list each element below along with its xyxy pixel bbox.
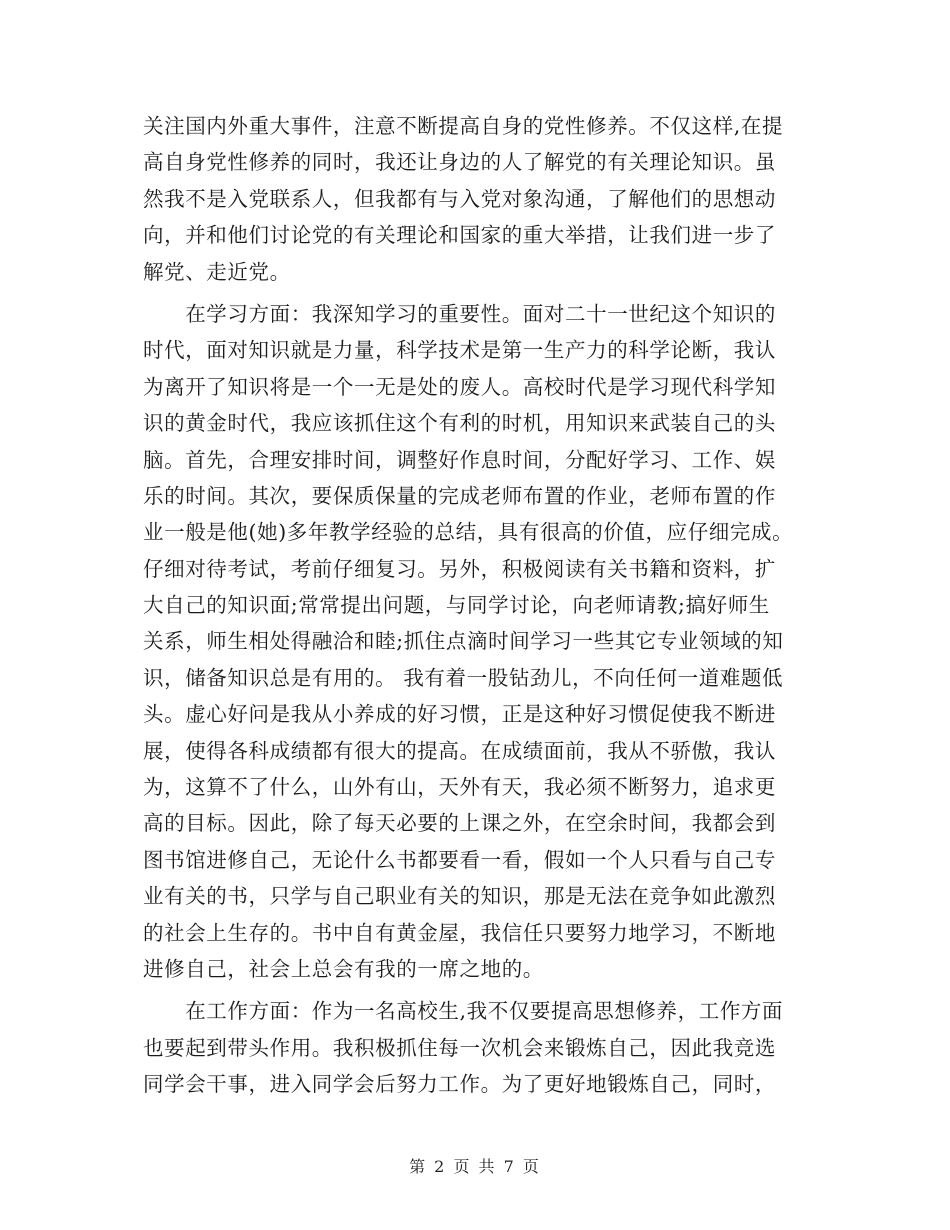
text-line: 脑。首先，合理安排时间，调整好作息时间，分配好学习、工作、娱 [143, 447, 776, 472]
text-line: 解党、走近党。 [143, 259, 291, 284]
text-line: 业有关的书，只学与自己职业有关的知识，那是无法在竞争如此激烈 [143, 884, 776, 909]
text-line: 仔细对待考试，考前仔细复习。另外，积极阅读有关书籍和资料，扩 [143, 556, 776, 581]
text-line: 的社会上生存的。书中自有黄金屋，我信任只要努力地学习，不断地 [143, 920, 776, 945]
text-line: 乐的时间。其次，要保质保量的完成老师布置的作业，老师布置的作 [143, 483, 776, 508]
paragraph [143, 108, 813, 290]
text-line: 高自身党性修养的同时，我还让身边的人了解党的有关理论知识。虽 [143, 150, 776, 175]
text-line: 图书馆进修自己，无论什么书都要看一看，假如一个人只看与自己专 [143, 847, 776, 872]
text-line: 业一般是他(她)多年教学经验的总结，具有很高的价值，应仔细完成。 [143, 520, 794, 545]
page-footer: 第 2 页 共 7 页 [409, 1157, 541, 1176]
paragraph [143, 993, 813, 1102]
text-line: 在学习方面：我深知学习的重要性。面对二十一世纪这个知识的 [143, 301, 776, 326]
text-line: 然我不是入党联系人，但我都有与入党对象沟通，了解他们的思想动 [143, 186, 776, 211]
text-line: 也要起到带头作用。我积极抓住每一次机会来锻炼自己，因此我竞选 [143, 1035, 776, 1060]
text-line: 进修自己，社会上总会有我的一席之地的。 [143, 956, 544, 981]
document-body [143, 108, 813, 1103]
text-line: 为，这算不了什么，山外有山，天外有天，我必须不断努力，追求更 [143, 775, 776, 800]
text-line: 识的黄金时代，我应该抓住这个有利的时机，用知识来武装自己的头 [143, 411, 776, 436]
text-line: 头。虚心好问是我从小养成的好习惯，正是这种好习惯促使我不断进 [143, 702, 776, 727]
text-line: 时代，面对知识就是力量，科学技术是第一生产力的科学论断，我认 [143, 338, 776, 363]
text-line: 高的目标。因此，除了每天必要的上课之外，在空余时间，我都会到 [143, 811, 776, 836]
text-line: 识，储备知识总是有用的。 我有着一股钻劲儿，不向任何一道难题低 [143, 665, 784, 690]
text-line: 大自己的知识面;常常提出问题，与同学讨论，向老师请教;搞好师生 [143, 593, 770, 618]
text-line: 为离开了知识将是一个一无是处的废人。高校时代是学习现代科学知 [143, 374, 776, 399]
paragraph [143, 296, 813, 987]
text-line: 在工作方面：作为一名高校生,我不仅要提高思想修养，工作方面 [143, 999, 784, 1024]
text-line: 展，使得各科成绩都有很大的提高。在成绩面前，我从不骄傲，我认 [143, 738, 776, 763]
text-line: 同学会干事，进入同学会后努力工作。为了更好地锻炼自己，同时， [143, 1072, 776, 1097]
text-line: 向，并和他们讨论党的有关理论和国家的重大举措，让我们进一步了 [143, 223, 776, 248]
text-line: 关注国内外重大事件，注意不断提高自身的党性修养。不仅这样,在提 [143, 114, 784, 138]
text-line: 关系，师生相处得融洽和睦;抓住点滴时间学习一些其它专业领域的知 [143, 629, 784, 654]
